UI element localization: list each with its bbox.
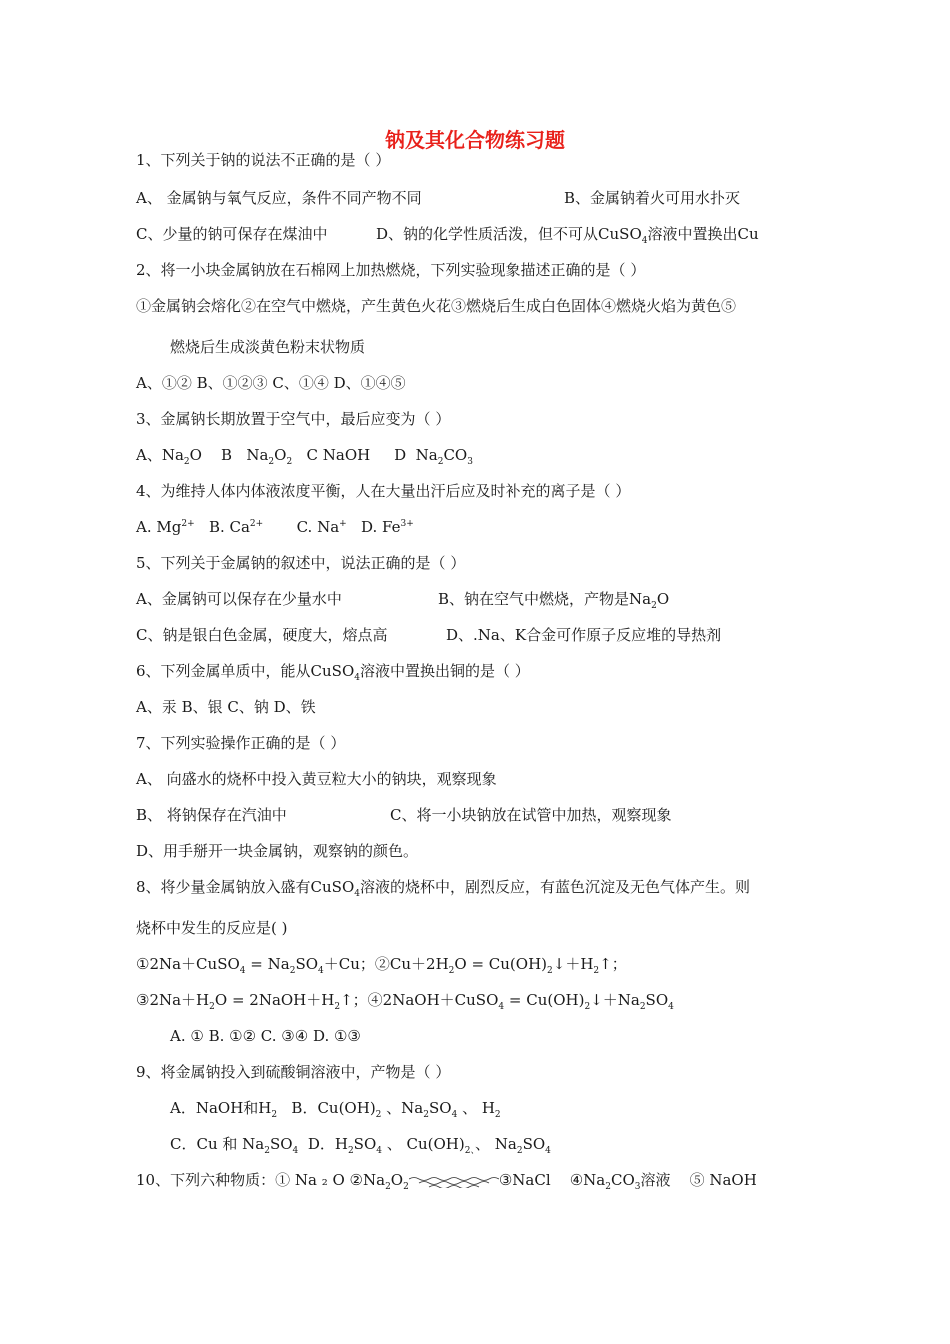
q1-option-a: A、 金属钠与氧气反应，条件不同产物不同 bbox=[136, 189, 422, 207]
q9-options-cd: C．Cu 和 $Na_2SO_4$ D．$H_2SO_4$ 、 $Cu(OH)_{2、}$、 $Na_2SO_4$ bbox=[170, 1135, 551, 1156]
q4-stem: 4、为维持人体内体液浓度平衡，人在大量出汗后应及时补充的离子是（ ） bbox=[136, 482, 631, 500]
q8-reaction-1-2: ①2Na＋CuSO$_4$ = $Na_2SO_4+Cu$；$②Cu+2H_2O$ = $Cu(OH)_2↓+H_2↑$； bbox=[136, 955, 627, 976]
q1-option-c: C、少量的钠可保存在煤油中 bbox=[136, 225, 328, 243]
q5-stem: 5、下列关于金属钠的叙述中，说法正确的是（ ） bbox=[136, 554, 466, 572]
wavy-underline-mark bbox=[409, 1174, 499, 1188]
q7-option-d: D、用手掰开一块金属钠，观察钠的颜色。 bbox=[136, 842, 419, 860]
q9-stem: 9、将金属钠投入到硫酸铜溶液中，产物是（ ） bbox=[136, 1063, 451, 1081]
q6-options: A、汞 B、银 C、钠 D、铁 bbox=[136, 698, 316, 716]
page-title: 钠及其化合物练习题 bbox=[385, 128, 565, 152]
q7-options-bc: B、 将钠保存在汽油中 C、将一小块钠放在试管中加热，观察现象 bbox=[136, 806, 672, 824]
q8-reaction-3-4: $③2Na+H_2O$ = $2NaOH+H_2↑$；④2NaOH＋CuSO$_4$ = $Cu(OH)_2↓+Na_2SO_4$ bbox=[136, 991, 674, 1012]
q2-items-line1: ①金属钠会熔化②在空气中燃烧，产生黄色火花③燃烧后生成白色固体④燃烧火焰为黄色⑤ bbox=[136, 297, 737, 315]
q1-option-d: D、钠的化学性质活泼，但不可从CuSO$_4$溶液中置换出Cu bbox=[376, 225, 759, 246]
q5-options-ab: A、金属钠可以保存在少量水中 B、钠在空气中燃烧，产物是$Na_2O$ bbox=[136, 590, 670, 611]
q1-option-b: B、金属钠着火可用水扑灭 bbox=[564, 189, 741, 207]
q9-options-ab: A．NaOH和$H_2$ B．$Cu(OH)_2$ 、$Na_2SO_4$ 、 $H_2$ bbox=[170, 1099, 501, 1120]
q8-stem-line2: 烧杯中发生的反应是( ) bbox=[136, 919, 288, 937]
q8-stem-line1: 8、将少量金属钠放入盛有CuSO$_4$溶液的烧杯中，剧烈反应，有蓝色沉淀及无色气体产生。则 bbox=[136, 878, 751, 899]
q3-stem: 3、金属钠长期放置于空气中，最后应变为（ ） bbox=[136, 410, 451, 428]
q2-options: A、①② B、①②③ C、①④ D、①④⑤ bbox=[136, 374, 406, 392]
q2-stem: 2、将一小块金属钠放在石棉网上加热燃烧，下列实验现象描述正确的是（ ） bbox=[136, 261, 646, 279]
q4-options: A. $Mg^{2+}$ B. $Ca^{2+}$ C. Na+ D. $Fe^{3+}$ bbox=[136, 518, 414, 536]
q2-items-line2: 燃烧后生成淡黄色粉末状物质 bbox=[170, 338, 366, 356]
q7-option-a: A、 向盛水的烧杯中投入黄豆粒大小的钠块，观察现象 bbox=[136, 770, 497, 788]
q7-stem: 7、下列实验操作正确的是（ ） bbox=[136, 734, 346, 752]
q1-stem: 1、下列关于钠的说法不正确的是（ ） bbox=[136, 151, 391, 169]
q10-stem: 10、下列六种物质：① Na ₂ O $②Na_2O_2$ ③NaCl $④Na_2CO_3$溶液 ⑤ NaOH bbox=[136, 1171, 757, 1192]
q6-stem: 6、下列金属单质中，能从CuSO$_4$溶液中置换出铜的是（ ） bbox=[136, 662, 530, 683]
q5-options-cd: C、钠是银白色金属，硬度大，熔点高 D、.Na、K合金可作原子反应堆的导热剂 bbox=[136, 626, 722, 644]
q3-options: A、$Na_2O$ B $Na_2O_2$ C NaOH D $Na_2CO_3$ bbox=[136, 446, 473, 467]
q1-options-cd bbox=[136, 224, 836, 244]
q1-options-ab bbox=[136, 188, 836, 208]
q8-options: A. ① B. ①② C. ③④ D. ①③ bbox=[170, 1027, 361, 1045]
